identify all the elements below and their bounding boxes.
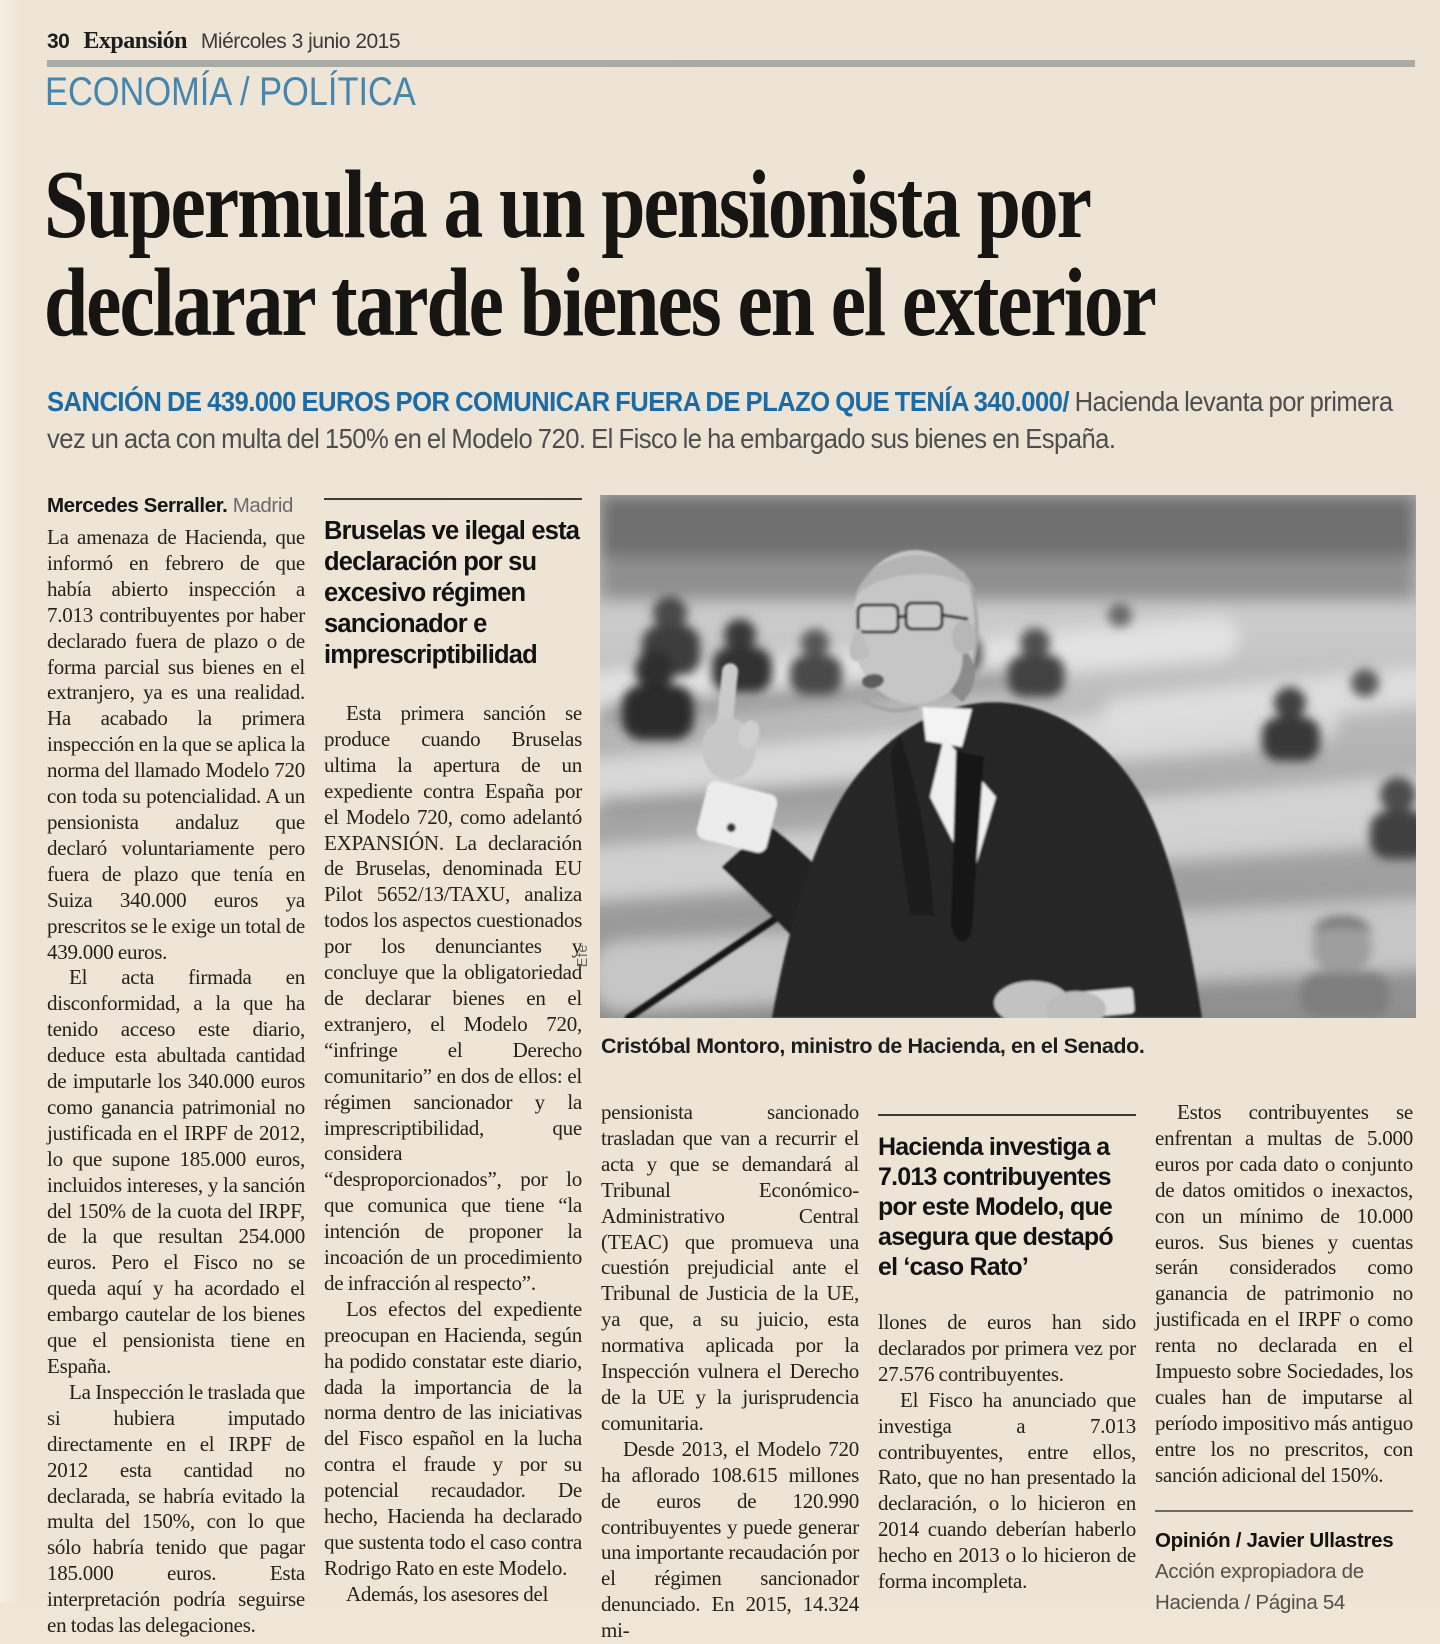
article-paragraph: El Fisco ha anunciado que investiga a 7.013 contribuyentes, entre ellos, Rato, que no han presentado la declaración, o lo hicieron en 2014 cuando deberían haberlo hecho en 2013 o lo hicieron de forma incompleta. <box>878 1387 1136 1594</box>
deck-kicker: SANCIÓN DE 439.000 EUROS POR COMUNICAR FUERA DE PLAZO QUE TENÍA 340.000/ <box>47 386 1069 417</box>
opinion-label: Opinión <box>1155 1528 1231 1552</box>
article-paragraph: La Inspección le traslada que si hubiera imputado directamente en el IRPF de 2012 esta cantidad no declarada, se habría evitado la multa del 150%, con lo que sólo habría tenido que pagar 185.000 euros. Esta interpretación podría seguirse en todas las delegaciones. <box>47 1379 305 1638</box>
article-paragraph: Desde 2013, el Modelo 720 ha aflorado 108.615 millones de euros de 120.990 contribuyentes y puede generar una importante recaudación por el régimen sancionador denunciado. En 2015, 14.324 mi- <box>601 1436 859 1643</box>
section-title: ECONOMÍA / POLÍTICA <box>45 70 416 114</box>
article-column-2 <box>324 498 582 1608</box>
masthead <box>47 28 400 55</box>
article-paragraph: La amenaza de Hacienda, que informó en febrero de que había abierto inspección a 7.013 contribuyentes por haber declarado fuera de plazo o de forma parcial sus bienes en el extranjero, ya es una realidad. Ha acabado la primera inspección en la que se aplica la norma del llamado Modelo 720 con toda su potencialidad. A un pensionista andaluz que declaró voluntariamente pero fuera de plazo que tenía en Suiza 340.000 euros ya prescritos se le exige un total de 439.000 euros. <box>47 525 305 964</box>
byline-location: Madrid <box>227 494 294 517</box>
article-paragraph: El acta firmada en disconformidad, a la que ha tenido acceso este diario, deduce esta abultada cantidad de imputarle los 340.000 euros como ganancia patrimonial no justificada en el IRPF de 2012, lo que supone 185.000 euros, incluidos intereses, y la sanción del 150% de la cuota del IRPF, de la que resultan 254.000 euros. Pero el Fisco no se queda aquí y ha acordado el embargo cautelar de los bienes que el pensionista tiene en España. <box>47 965 305 1378</box>
newspaper-brand: Expansión <box>83 28 187 54</box>
article-paragraph: llones de euros han sido declarados por primera vez por 27.576 contribuyentes. <box>878 1310 1136 1386</box>
masthead-divider <box>47 60 1415 67</box>
photo-credit: Efe <box>575 944 591 968</box>
opinion-footer <box>1155 1510 1413 1618</box>
photo-caption: Cristóbal Montoro, ministro de Hacienda, en el Senado. <box>601 1034 1145 1058</box>
article-column-4 <box>878 1098 1136 1595</box>
article-column-3 <box>601 1100 859 1644</box>
senate-photo-illustration <box>600 495 1416 1018</box>
opinion-reference <box>1155 1525 1413 1618</box>
article-paragraph: Esta primera sanción se produce cuando Bruselas ultima la apertura de un expediente contra España por el Modelo 720, como adelantó EXPANSIÓN. La declaración de Bruselas, denominada EU Pilot 5652/13/TAXU, analiza todos los aspectos cuestionados por los denunciantes y concluye que la obligatoriedad de declarar bienes en el extranjero, el Modelo 720, “infringe el Derecho comunitario” en dos de ellos: el régimen sancionador y la imprescriptibilidad, que considera “desproporcionados”, por lo que comunica que tiene “la intención de proponer la incoación de un procedimiento de infracción al respecto”. <box>324 701 582 1295</box>
deck-text: Hacienda levanta por primera vez un acta con multa del 150% en el Modelo 720. El Fisco le ha embargado sus bienes en España. <box>47 386 1393 454</box>
sidebar-rule <box>324 498 582 500</box>
article-paragraph: Estos contribuyentes se enfrentan a multas de 5.000 euros por cada dato o conjunto de datos omitidos o inexactos, con un mínimo de 10.000 euros. Sus bienes y cuentas serán considerados como ganancia de patrimonio no justificada en el IRPF o como renta no declarada en el Impuesto sobre Sociedades, los cuales han de imputarse al período impositivo más antiguo entre los no prescritos, con sanción adicional del 150%. <box>1155 1100 1413 1487</box>
article-paragraph: Además, los asesores del <box>346 1581 549 1606</box>
main-headline <box>44 151 1438 356</box>
page-number: 30 <box>47 30 70 53</box>
article-column-1 <box>47 494 305 1639</box>
byline-author: Mercedes Serraller. <box>47 494 228 517</box>
opinion-author: Javier Ullastres <box>1246 1528 1394 1552</box>
article-paragraph: Los efectos del expediente preocupan en Hacienda, según ha podido constatar este diario, dada la importancia de la norma dentro de las iniciativas del Fisco español en la lucha contra el fraude y por su potencial recaudador. De hecho, Hacienda ha declarado que sustenta todo el caso contra Rodrigo Rato en este Modelo. <box>324 1296 582 1580</box>
opinion-piece-title: Acción expropiadora de Hacienda / Página 54 <box>1155 1559 1364 1614</box>
footer-rule <box>1155 1510 1413 1512</box>
senate-photo <box>600 495 1416 1018</box>
byline <box>47 494 305 518</box>
sidebar-headline: Bruselas ve ilegal esta declaración por su excesivo régimen sancionador e imprescriptibilidad <box>324 517 580 669</box>
sidebar-rule <box>878 1114 1136 1116</box>
opinion-slash: / <box>1230 1528 1247 1552</box>
headline-line-2: declarar tarde bienes en el exterior <box>44 249 1155 356</box>
sidebar-headline: Hacienda investiga a 7.013 contribuyentes por este Modelo, que asegura que destapó el ‘caso Rato’ <box>878 1133 1113 1281</box>
edition-date: Miércoles 3 junio 2015 <box>200 30 401 53</box>
article-paragraph: pensionista sancionado trasladan que van a recurrir el acta y que se demandará al Tribunal Económico-Administrativo Central (TEAC) que promueva una cuestión prejudicial ante el Tribunal de Justicia de la UE, ya que, a su juicio, esta normativa aplicada por la Inspección vulnera el Derecho de la UE y la jurisprudencia comunitaria. <box>601 1100 859 1435</box>
article-column-5 <box>1155 1100 1413 1489</box>
deck <box>47 383 1418 457</box>
headline-line-1: Supermulta a un pensionista por <box>44 151 1090 258</box>
